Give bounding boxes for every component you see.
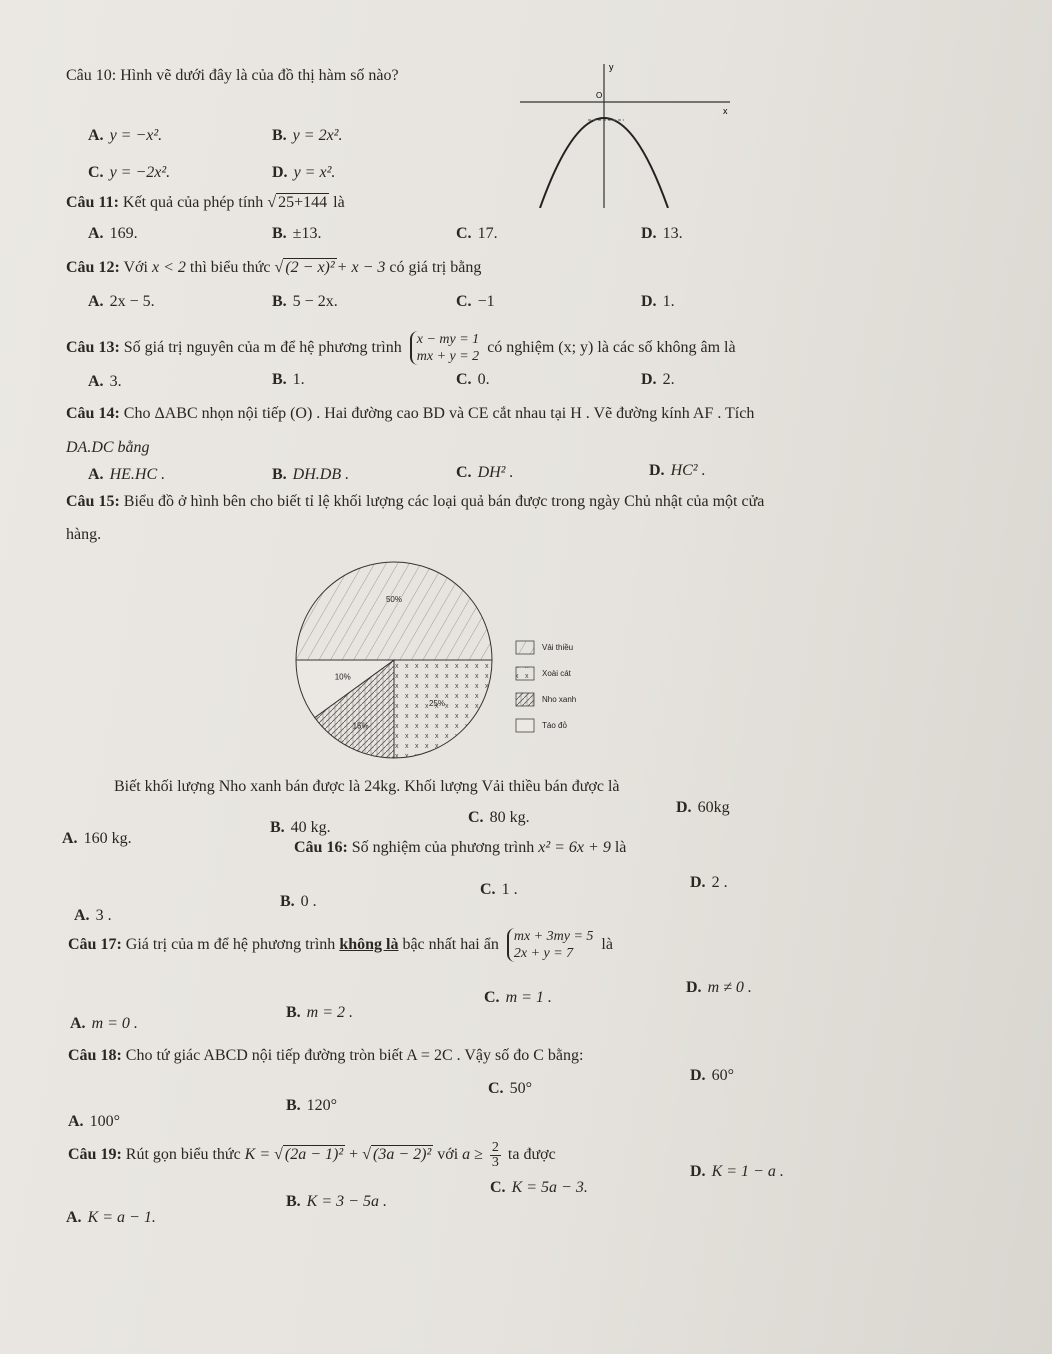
q16-option-d[interactable]: D. 2 . xyxy=(690,874,728,891)
question-15: Câu 15: Biểu đồ ở hình bên cho biết tỉ lệ khối lượng các loại quả bán được trong ngày Chủ nhật của một cửa xyxy=(66,493,765,510)
q11-option-d[interactable]: D. 13. xyxy=(641,225,683,242)
y-axis-label: y xyxy=(609,62,614,72)
q14-option-b[interactable]: B. DH.DB . xyxy=(272,466,350,483)
legend-swatch-2 xyxy=(516,667,534,680)
question-15-note: Biết khối lượng Nho xanh bán được là 24kg. Khối lượng Vải thiều bán được là xyxy=(114,778,620,795)
legend-label-3: Nho xanh xyxy=(542,695,577,704)
question-10-text: Câu 10: Hình vẽ dưới đây là của đồ thị hàm số nào? xyxy=(66,67,399,84)
q18-option-c[interactable]: C. 50° xyxy=(488,1080,532,1097)
q16-option-b[interactable]: B. 0 . xyxy=(280,893,317,910)
q10-option-a[interactable]: A. y = −x². xyxy=(88,127,163,144)
question-13: Câu 13: Số giá trị nguyên của m để hệ phương trình x − my = 1 mx + y = 2 có nghiệm (x; y) là các số không âm là xyxy=(66,332,736,365)
q11-option-a[interactable]: A. 169. xyxy=(88,225,138,242)
legend-swatch-1 xyxy=(516,641,534,654)
pie-slice-2 xyxy=(394,660,492,758)
q19-option-b[interactable]: B. K = 3 − 5a . xyxy=(286,1193,387,1210)
q12-option-a[interactable]: A. 2x − 5. xyxy=(88,293,155,310)
question-15-line2: hàng. xyxy=(66,526,102,543)
question-19: Câu 19: Rút gọn biểu thức K = √ (2a − 1)² + √ (3a − 2)² với a ≥ $\frac{2}{3}$ ta được xyxy=(68,1139,556,1170)
question-14-line2: DA.DC bằng xyxy=(66,439,150,456)
q19-option-a[interactable]: A. K = a − 1. xyxy=(66,1209,156,1226)
q14-option-d[interactable]: D. HC² . xyxy=(649,462,706,479)
pie-slice-label-3: 15% xyxy=(352,721,369,731)
q12-option-c[interactable]: C. −1 xyxy=(456,293,495,310)
origin-label: O xyxy=(596,91,603,100)
q15-option-b[interactable]: B. 40 kg. xyxy=(270,819,331,836)
q16-option-a[interactable]: A. 3 . xyxy=(74,907,112,924)
pie-slice-label-4: 10% xyxy=(334,672,351,682)
pie-slice-label-1: 50% xyxy=(385,595,403,605)
q10-option-c[interactable]: C. y = −2x². xyxy=(88,164,171,181)
pie-chart xyxy=(284,560,644,760)
q13-option-c[interactable]: C. 0. xyxy=(456,371,490,388)
q18-option-d[interactable]: D. 60° xyxy=(690,1067,734,1084)
legend-label-4: Táo đỏ xyxy=(542,721,567,730)
question-18: Câu 18: Cho tứ giác ABCD nội tiếp đường tròn biết A = 2C . Vậy số đo C bằng: xyxy=(68,1047,584,1064)
legend-label-1: Vải thiều xyxy=(542,643,574,652)
q13-option-b[interactable]: B. 1. xyxy=(272,371,305,388)
q12-option-d[interactable]: D. 1. xyxy=(641,293,675,310)
q10-option-b[interactable]: B. y = 2x². xyxy=(272,127,343,144)
q16-option-c[interactable]: C. 1 . xyxy=(480,881,518,898)
parabola-graph xyxy=(520,58,730,208)
q11-option-b[interactable]: B. ±13. xyxy=(272,225,322,242)
question-16: Câu 16: Số nghiệm của phương trình x² = 6x + 9 là xyxy=(294,839,627,856)
x-axis-label: x xyxy=(723,106,728,116)
q19-fraction: $\frac{2}{3}$ xyxy=(491,1139,499,1170)
q15-option-a[interactable]: A. 160 kg. xyxy=(62,830,132,847)
q18-option-a[interactable]: A. 100° xyxy=(68,1113,120,1130)
q14-option-a[interactable]: A. HE.HC . xyxy=(88,466,166,483)
q12-option-b[interactable]: B. 5 − 2x. xyxy=(272,293,338,310)
q18-option-b[interactable]: B. 120° xyxy=(286,1097,338,1114)
q15-option-c[interactable]: C. 80 kg. xyxy=(468,809,530,826)
question-12: Câu 12: Với x < 2 thì biểu thức √ (2 − x)² + x − 3 có giá trị bằng xyxy=(66,259,482,276)
legend-swatch-4 xyxy=(516,719,534,732)
q17-option-d[interactable]: D. m ≠ 0 . xyxy=(686,979,752,996)
q13-option-a[interactable]: A. 3. xyxy=(88,373,122,390)
q10-option-d[interactable]: D. y = x². xyxy=(272,164,336,181)
question-17: Câu 17: Giá trị của m để hệ phương trình không là bậc nhất hai ẩn mx + 3my = 5 2x + y = 7 là xyxy=(68,929,613,962)
q19-option-c[interactable]: C. K = 5a − 3. xyxy=(490,1179,588,1196)
q19-option-d[interactable]: D. K = 1 − a . xyxy=(690,1163,784,1180)
q13-option-d[interactable]: D. 2. xyxy=(641,371,675,388)
q17-option-c[interactable]: C. m = 1 . xyxy=(484,989,552,1006)
q17-option-a[interactable]: A. m = 0 . xyxy=(70,1015,138,1032)
q13-system: x − my = 1 mx + y = 2 xyxy=(410,331,479,365)
pie-slice-1 xyxy=(296,562,492,660)
legend-label-2: Xoài cát xyxy=(542,669,571,678)
q15-option-d[interactable]: D. 60kg xyxy=(676,799,730,816)
question-11: Câu 11: Kết quả của phép tính √ 25+144 là xyxy=(66,194,345,211)
pie-slice-label-2: 25% xyxy=(428,698,445,708)
legend-swatch-3 xyxy=(516,693,534,706)
q17-system: mx + 3my = 5 2x + y = 7 xyxy=(507,928,594,962)
question-10 xyxy=(66,66,399,86)
q14-option-c[interactable]: C. DH² . xyxy=(456,464,514,481)
q11-option-c[interactable]: C. 17. xyxy=(456,225,498,242)
q17-option-b[interactable]: B. m = 2 . xyxy=(286,1004,354,1021)
question-14: Câu 14: Cho ΔABC nhọn nội tiếp (O) . Hai đường cao BD và CE cắt nhau tại H . Vẽ đường kính AF . Tích xyxy=(66,405,755,422)
